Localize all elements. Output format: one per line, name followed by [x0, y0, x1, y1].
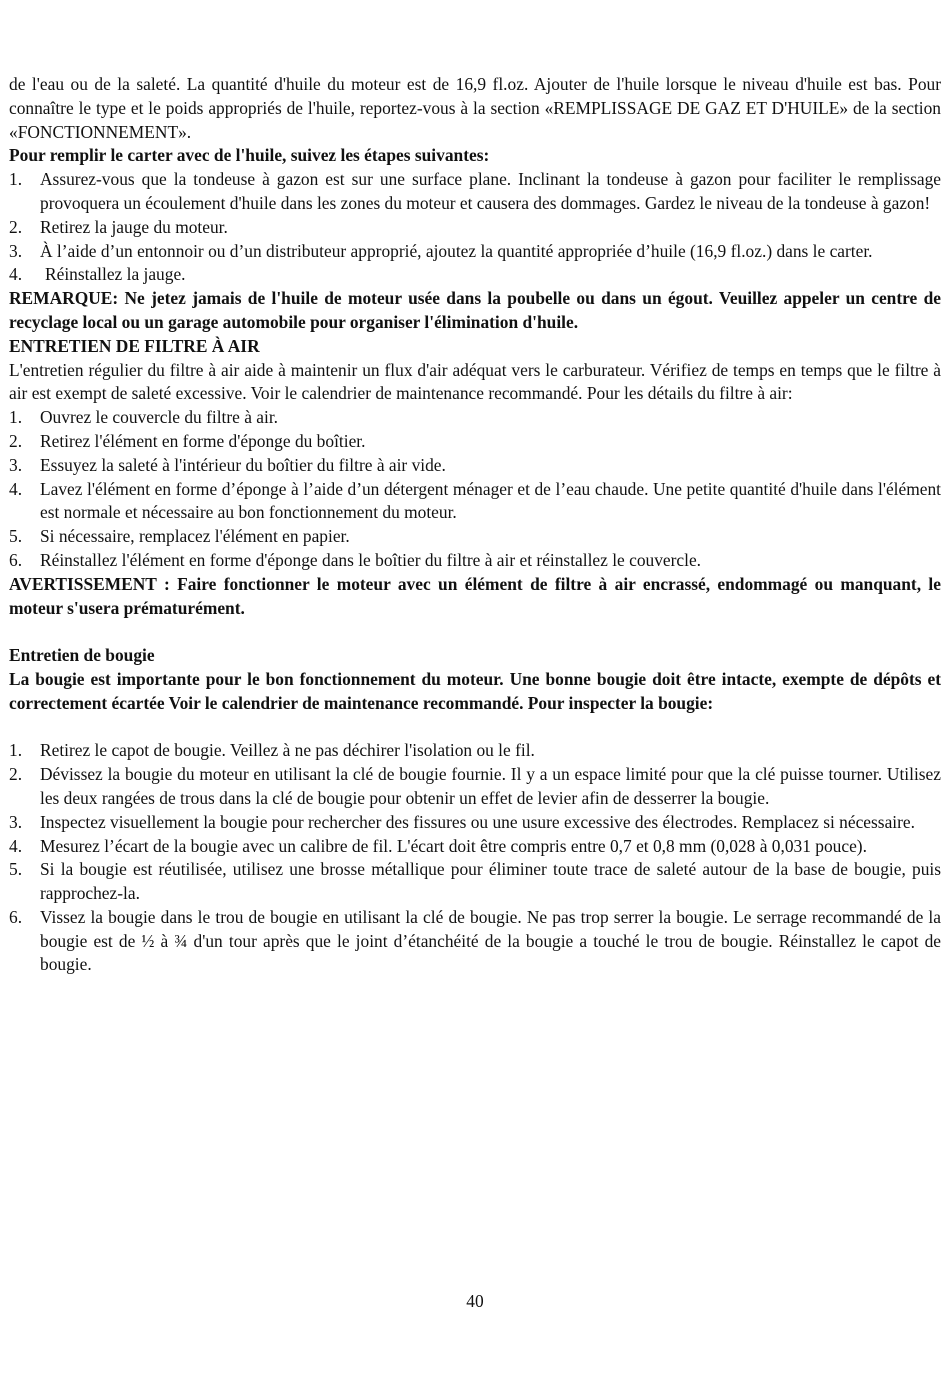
step-text: Si la bougie est réutilisée, utilisez une brosse métallique pour éliminer toute trace de saleté autour de la base de bougie, puis rapprochez-la. — [40, 859, 941, 904]
air-filter-heading: ENTRETIEN DE FILTRE À AIR — [9, 335, 260, 356]
intro-paragraph: de l'eau ou de la saleté. La quantité d'huile du moteur est de 16,9 fl.oz. Ajouter de l'huile lorsque le niveau d'huile est bas. Pour connaître le type et le poids appropriés de l'huile, reportez-vous à la section «REMPLISSAGE DE GAZ ET D'HUILE» de la section «FONCTIONNEMENT». — [9, 74, 941, 142]
step-text: Retirez le capot de bougie. Veillez à ne pas déchirer l'isolation ou le fil. — [40, 740, 535, 761]
list-item — [9, 525, 941, 549]
remarque-note: REMARQUE: Ne jetez jamais de l'huile de moteur usée dans la poubelle ou dans un égout. Veuillez appeler un centre de recyclage local ou un garage automobile pour organiser l'élimination d'huile. — [9, 288, 941, 332]
step-number: 5. — [9, 859, 23, 880]
list-item — [9, 549, 941, 573]
step-text: Essuyez la saleté à l'intérieur du boîtier du filtre à air vide. — [40, 454, 446, 475]
step-text: Ouvrez le couvercle du filtre à air. — [40, 407, 279, 428]
list-item — [9, 811, 941, 835]
step-number: 1. — [9, 740, 23, 761]
list-item — [9, 763, 941, 811]
list-item — [9, 240, 941, 264]
step-number: 5. — [9, 526, 23, 547]
step-text: Dévissez la bougie du moteur en utilisant la clé de bougie fournie. Il y a un espace limité pour que la clé puisse tourner. Utilisez les deux rangées de trous dans la clé de bougie pour obtenir un effet de levier afin de desserrer la bougie. — [40, 764, 941, 808]
list-item — [9, 835, 941, 859]
air-filter-steps — [9, 406, 941, 573]
spark-plug-intro: La bougie est importante pour le bon fonctionnement du moteur. Une bonne bougie doit être intacte, exempte de dépôts et correctement écartée Voir le calendrier de maintenance recommandé. Pour inspecter la bougie: — [9, 668, 941, 713]
list-item — [9, 478, 941, 526]
step-number: 3. — [9, 240, 23, 261]
list-item — [9, 858, 941, 906]
list-item — [9, 406, 941, 430]
step-text: Si nécessaire, remplacez l'élément en papier. — [40, 526, 350, 547]
step-number: 2. — [9, 430, 23, 451]
page-number: 40 — [466, 1291, 484, 1311]
step-text: Retirez la jauge du moteur. — [40, 216, 228, 237]
step-number: 1. — [9, 407, 23, 428]
air-filter-intro: L'entretien régulier du filtre à air aide à maintenir un flux d'air adéquat vers le carburateur. Vérifiez de temps en temps que le filtre à air est exempt de saleté excessive. Voir le calendrier de maintenance recommandé. Pour les détails du filtre à air: — [9, 359, 941, 404]
step-number: 4. — [9, 835, 23, 856]
step-number: 6. — [9, 906, 23, 927]
spark-plug-steps — [9, 739, 941, 977]
spark-plug-heading: Entretien de bougie — [9, 645, 155, 666]
step-text: À l’aide d’un entonnoir ou d’un distributeur approprié, ajoutez la quantité appropriée d’huile (16,9 fl.oz.) dans le carter. — [40, 240, 873, 261]
page-content — [9, 73, 941, 977]
step-number: 3. — [9, 454, 23, 475]
spacer — [9, 716, 941, 740]
spacer — [9, 620, 941, 644]
step-text: Réinstallez l'élément en forme d'éponge dans le boîtier du filtre à air et réinstallez le couvercle. — [40, 549, 702, 570]
list-item — [9, 906, 941, 977]
list-item — [9, 168, 941, 216]
step-number: 4. — [9, 478, 23, 499]
step-text: Mesurez l’écart de la bougie avec un calibre de fil. L'écart doit être compris entre 0,7 et 0,8 mm (0,028 à 0,031 pouce). — [40, 835, 867, 856]
step-text: Lavez l'élément en forme d’éponge à l’aide d’un détergent ménager et de l’eau chaude. Une petite quantité d'huile dans l'élément est normale et nécessaire au bon fonctionnement du moteur. — [40, 478, 941, 523]
list-item — [9, 739, 941, 763]
step-number: 1. — [9, 169, 23, 190]
list-item — [9, 454, 941, 478]
list-item — [9, 216, 941, 240]
warning-note: AVERTISSEMENT : Faire fonctionner le moteur avec un élément de filtre à air encrassé, endommagé ou manquant, le moteur s'usera prématurément. — [9, 573, 941, 618]
step-text: Réinstallez la jauge. — [45, 264, 186, 285]
step-number: 2. — [9, 764, 23, 785]
step-text: Assurez-vous que la tondeuse à gazon est sur une surface plane. Inclinant la tondeuse à gazon pour faciliter le remplissage provoquera un écoulement d'huile dans les zones du moteur et causera des dommages. Gardez le niveau de la tondeuse à gazon! — [40, 169, 941, 213]
step-number: 2. — [9, 216, 23, 237]
step-text: Retirez l'élément en forme d'éponge du boîtier. — [40, 430, 366, 451]
step-number: 6. — [9, 549, 23, 570]
oil-fill-steps — [9, 168, 941, 287]
step-number: 3. — [9, 811, 23, 832]
oil-fill-heading: Pour remplir le carter avec de l'huile, suivez les étapes suivantes: — [9, 145, 490, 166]
step-text: Inspectez visuellement la bougie pour rechercher des fissures ou une usure excessive des électrodes. Remplacez si nécessaire. — [40, 811, 915, 832]
list-item — [9, 430, 941, 454]
step-text: Vissez la bougie dans le trou de bougie en utilisant la clé de bougie. Ne pas trop serrer la bougie. Le serrage recommandé de la bougie est de ½ à ¾ d'un tour après que le joint d’étanchéité de la bougie a touché le trou de bougie. Réinstallez le capot de bougie. — [40, 906, 941, 975]
step-number: 4. — [9, 264, 23, 285]
list-item — [9, 263, 941, 287]
